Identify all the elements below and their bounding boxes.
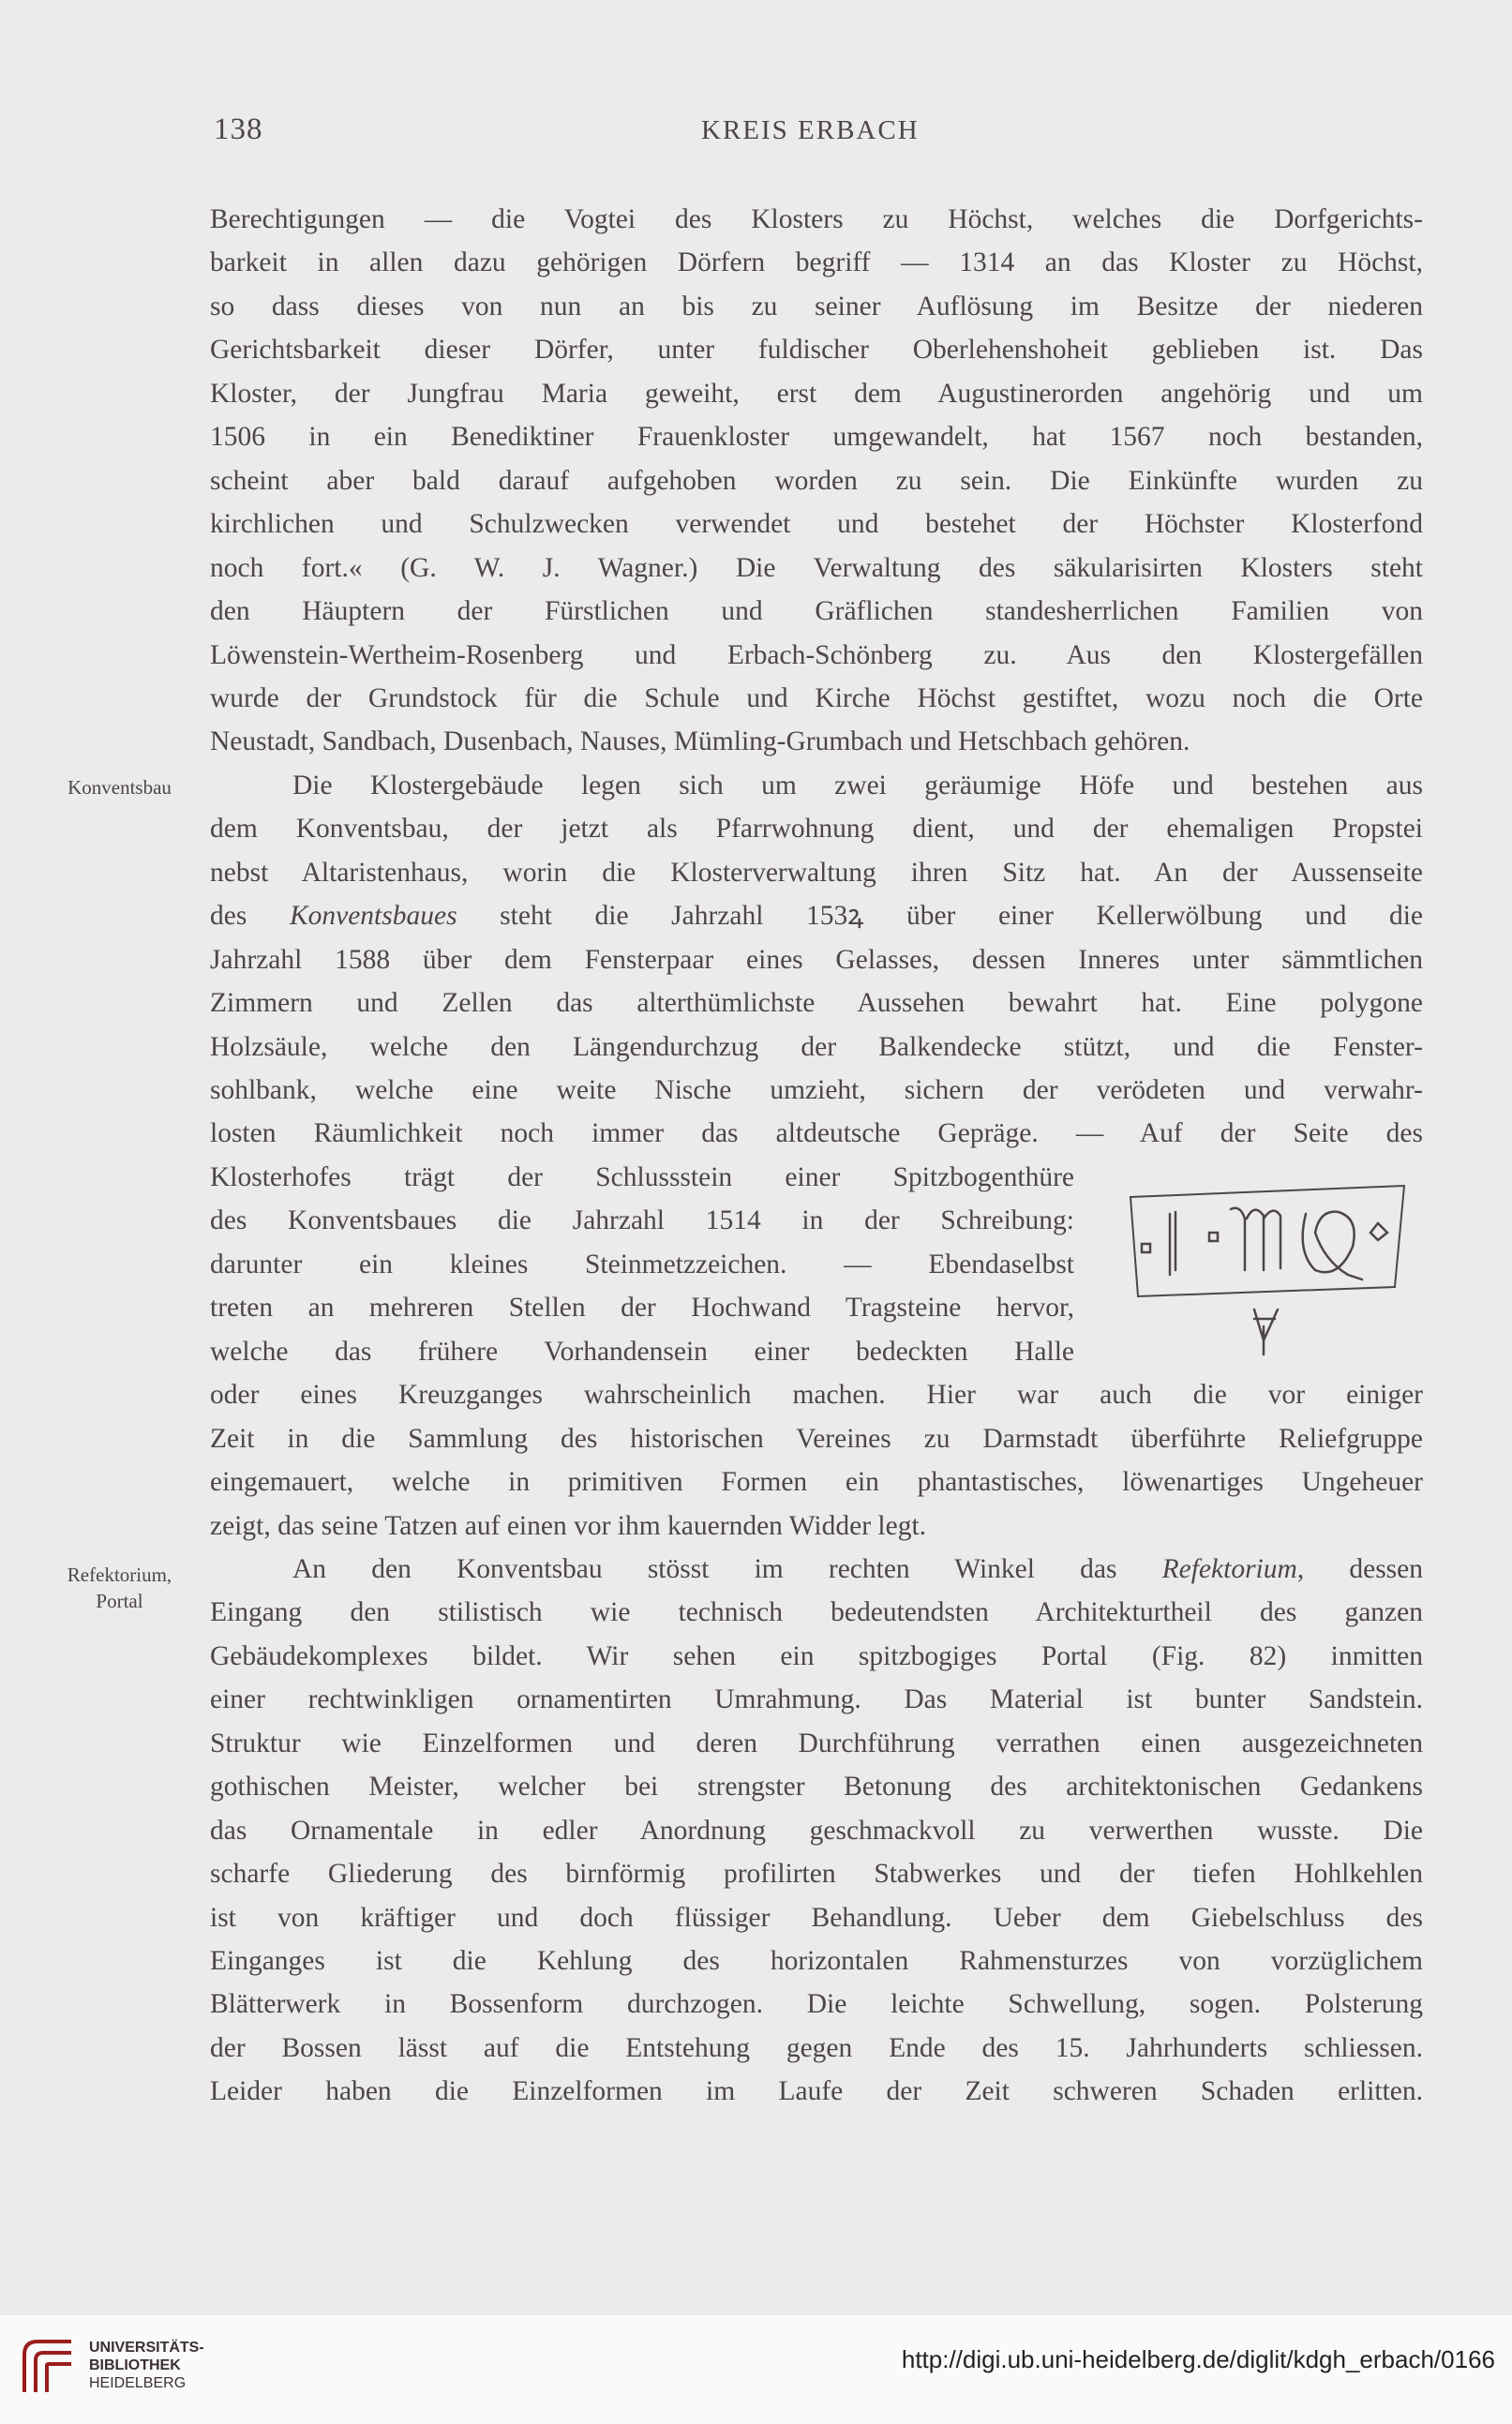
text-line: den Häuptern der Fürstlichen und Gräflichen standesherrlichen Familien von [210, 596, 1423, 627]
text-line: Löwenstein-Wertheim-Rosenberg und Erbach-Schönberg zu. Aus den Klostergefällen [210, 639, 1423, 670]
text-line: das Ornamentale in edler Anordnung geschmackvoll zu verwerthen wusste. Die [210, 1815, 1423, 1846]
margin-note-refektorium [52, 1562, 187, 1614]
text-line: Holzsäule, welche den Längendurchzug der Balkendecke stützt, und die Fenster- [210, 1031, 1423, 1062]
text-line: ist von kräftiger und doch flüssiger Behandlung. Ueber dem Giebelschluss des [210, 1902, 1423, 1933]
text-line [292, 1552, 1423, 1586]
running-head: KREIS ERBACH [701, 115, 920, 145]
text-line: 1506 in ein Benediktiner Frauenkloster umgewandelt, hat 1567 noch bestanden, [210, 422, 1423, 453]
text-line: scharfe Gliederung des birnförmig profilirten Stabwerkes und der tiefen Hohlkehlen [210, 1859, 1423, 1890]
text-line: gothischen Meister, welcher bei strengster Betonung des architektonischen Gedankens [210, 1772, 1423, 1803]
text-line: des Konventsbaues die Jahrzahl 1514 in der Schreibung: [210, 1205, 1074, 1236]
text-span: An den Konventsbau stösst im rechten Winkel das [292, 1553, 1162, 1584]
text-span: des [210, 901, 290, 932]
emphasized-term: Refektorium [1161, 1553, 1297, 1584]
emphasized-term: Konventsbaues [289, 901, 457, 932]
text-line: Struktur wie Einzelformen und deren Durchführung verrathen einen ausgezeichneten [210, 1728, 1423, 1758]
text-line: dem Konventsbau, der jetzt als Pfarrwohnung dient, und der ehemaligen Propstei [210, 814, 1423, 845]
body-text [210, 0, 1423, 2156]
text-line: Kloster, der Jungfrau Maria geweiht, erst dem Augustinerorden angehörig und um [210, 378, 1423, 409]
text-line: Die Klostergebäude legen sich um zwei geräumige Höfe und bestehen aus [292, 770, 1423, 801]
text-line: Eingang den stilistisch wie technisch bedeutendsten Architekturtheil des ganzen [210, 1597, 1423, 1628]
library-name-line: HEIDELBERG [89, 2375, 187, 2391]
text-line: noch fort.« (G. W. J. Wagner.) Die Verwaltung des säkularisirten Klosters steht [210, 552, 1423, 583]
library-name [89, 2339, 204, 2392]
text-line: losten Räumlichkeit noch immer das altdeutsche Gepräge. — Auf der Seite des [210, 1118, 1423, 1149]
text-line: Zimmern und Zellen das alterthümlichste Aussehen bewahrt hat. Eine polygone [210, 988, 1423, 1019]
text-line: barkeit in allen dazu gehörigen Dörfern begriff — 1314 an das Kloster zu Höchst, [210, 247, 1423, 278]
text-line: einer rechtwinkligen ornamentirten Umrahmung. Das Material ist bunter Sandstein. [210, 1684, 1423, 1715]
margin-note-konventsbau [52, 774, 187, 801]
text-line: sohlbank, welche eine weite Nische umzieht, sichern der verödeten und verwahr- [210, 1075, 1423, 1105]
text-line: Berechtigungen — die Vogtei des Klosters zu Höchst, welches die Dorfgerichts- [210, 204, 1423, 234]
text-line: Gerichtsbarkeit dieser Dörfer, unter fuldischer Oberlehenshoheit geblieben ist. Das [210, 335, 1423, 366]
text-line: Blätterwerk in Bossenform durchzogen. Die leichte Schwellung, sogen. Polsterung [210, 1989, 1423, 2020]
text-line: welche das frühere Vorhandensein einer bedeckten Halle [210, 1336, 1074, 1367]
text-line: Klosterhofes trägt der Schlussstein einer Spitzbogenthüre [210, 1161, 1074, 1192]
text-line: oder eines Kreuzganges wahrscheinlich machen. Hier war auch die vor einiger [210, 1380, 1423, 1411]
text-line: so dass dieses von nun an bis zu seiner Auflösung im Besitze der niederen [210, 291, 1423, 322]
library-name-line: UNIVERSITÄTS- [89, 2340, 204, 2356]
margin-note-text: Konventsbau [67, 776, 172, 799]
text-line: kirchlichen und Schulzwecken verwendet und bestehet der Höchster Klosterfond [210, 509, 1423, 540]
text-line: der Bossen lässt auf die Entstehung gegen Ende des 15. Jahrhunderts schliessen. [210, 2032, 1423, 2063]
text-line: Zeit in die Sammlung des historischen Vereines zu Darmstadt überführte Reliefgruppe [210, 1423, 1423, 1454]
text-line: Jahrzahl 1588 über dem Fensterpaar eines Gelasses, dessen Inneres unter sämmtlichen [210, 944, 1423, 975]
text-line: darunter ein kleines Steinmetzzeichen. — Ebendaselbst [210, 1249, 1074, 1279]
source-url-link[interactable]: http://digi.ub.uni-heidelberg.de/diglit/kdgh_erbach/0166 [901, 2345, 1495, 2373]
text-line: nebst Altaristenhaus, worin die Klosterverwaltung ihren Sitz hat. An der Aussenseite [210, 857, 1423, 888]
text-line: Gebäudekomplexes bildet. Wir sehen ein spitzbogiges Portal (Fig. 82) inmitten [210, 1640, 1423, 1671]
text-line: scheint aber bald darauf aufgehoben worden zu sein. Die Einkünfte wurden zu [210, 465, 1423, 496]
library-logo-icon [17, 2336, 78, 2397]
text-line: eingemauert, welche in primitiven Formen ein phantastisches, löwenartiges Ungeheuer [210, 1467, 1423, 1498]
text-line: Neustadt, Sandbach, Dusenbach, Nauses, Mümling-Grumbach und Hetschbach gehören. [210, 726, 1190, 757]
library-name-line: BIBLIOTHEK [89, 2357, 181, 2373]
inscription-figure [1123, 1176, 1410, 1364]
text-line: wurde der Grundstock für die Schule und Kirche Höchst gestiftet, wozu noch die Orte [210, 682, 1423, 713]
text-line: Einganges ist die Kehlung des horizontalen Rahmensturzes von vorzüglichem [210, 1946, 1423, 1976]
page-number: 138 [214, 112, 263, 146]
text-span: , dessen [1296, 1553, 1424, 1584]
text-line: Leider haben die Einzelformen im Laufe der Zeit schweren Schaden erlitten. [210, 2076, 1423, 2107]
margin-note-line: Refektorium, [67, 1564, 172, 1586]
text-line [210, 899, 1423, 933]
text-span: steht die Jahrzahl 153ꝝ über einer Kellerwölbung und die [457, 901, 1423, 932]
text-line: zeigt, das seine Tatzen auf einen vor ihm kauernden Widder legt. [210, 1510, 927, 1541]
text-line: treten an mehreren Stellen der Hochwand Tragsteine hervor, [210, 1293, 1074, 1324]
margin-note-line: Portal [96, 1590, 143, 1612]
